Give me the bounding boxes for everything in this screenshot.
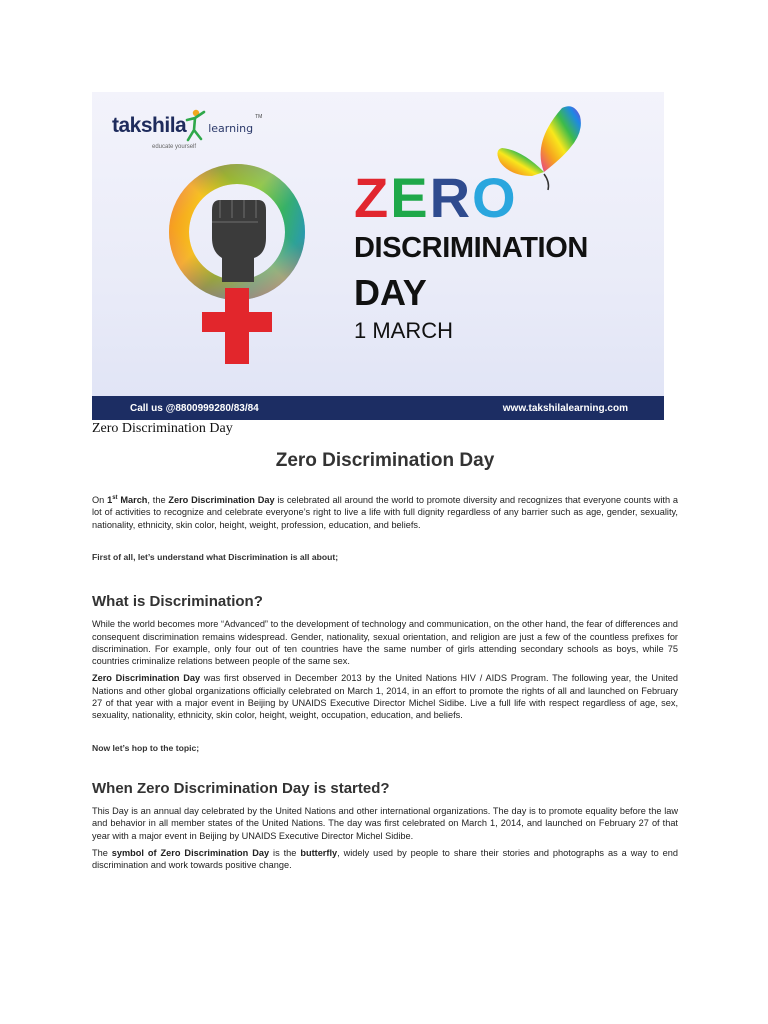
article-title: Zero Discrimination Day [275,450,495,471]
when-p2-bold2: butterfly [300,847,338,858]
intro-date-sup: st [112,495,118,501]
banner-call-text: Call us @8800999280/83/84 [130,402,259,414]
heading-what-is-discrimination: What is Discrimination? [92,593,263,611]
logo-main-text: takshila [112,114,187,137]
note-understand: First of all, let’s understand what Discrimination is all about; [92,551,339,562]
banner-contact-bar [92,396,664,420]
intro-text-c: is celebrated all around the world to promote diversity and recognizes that everyone counts with a lot of activities to recognize and celebrate everyone’s right to live a life with full dignity regardless of any barrier such as age, gender, sexuality, nationality, ethnicity, skin color, height, weight, profession, education, and beliefs. [92,495,679,530]
what-paragraph-2 [92,672,678,721]
banner-discrimination-text: DISCRIMINATION [354,232,588,264]
intro-text-b: , the [147,495,169,506]
intro-date-day: 1 [107,495,113,506]
hero-banner [92,92,664,420]
zero-letter-e: E [390,166,430,229]
intro-date-month: March [117,495,148,506]
banner-day-text: DAY [354,272,427,313]
intro-bold-name: Zero Discrimination Day [168,495,275,506]
when-p2-bold1: symbol of Zero Discrimination Day [111,847,270,858]
takshila-logo[interactable] [112,114,263,150]
banner-website-link[interactable]: www.takshilalearning.com [502,402,628,414]
when-paragraph-1: This Day is an annual day celebrated by the United Nations and other international organizations. The day is to promote equality before the law and behavior in all member states of the United Nations. The day was first celebrated on March 1, 2014, and launched on February 27 of that year with a major event in Beijing by UNAIDS Executive Director Michel Sidibe. [92,805,678,841]
when-p2-a: The [92,847,112,858]
intro-text-a: On [92,495,108,506]
zero-letter-z: Z [354,166,391,229]
when-p2-c: , widely used by people to share their stories and photographs as a way to end discrimination and work towards positive change. [92,847,678,871]
logo-sub-text: learning [208,122,254,135]
article-body [92,450,678,871]
zero-heading [354,166,518,229]
when-p2-b: is the [269,847,301,858]
intro-paragraph [92,492,678,531]
logo-tagline: educate yourself [152,144,197,150]
banner-date-text: 1 MARCH [354,318,454,343]
zero-letter-o: O [472,166,518,229]
when-paragraph-2 [92,847,678,872]
venus-fist-symbol-icon [162,162,312,372]
logo-figure-icon [184,108,206,142]
zero-letter-r: R [429,166,473,229]
logo-tm: TM [255,114,263,120]
what-p2-rest: was first observed in December 2013 by the United Nations HIV / AIDS Program. The following year, the United Nations and other global organizations officially celebrated on March 1, 2014, in an effort to promote the rights of all and launched on February 27 of that year with a major event in Beijing by UNAIDS Executive Director Michel Sidibe. Live a full life with respect regardless of age, sex, sexuality, nationality, ethnicity, skin color, height, weight, occupation, education, and beliefs. [92,673,678,721]
note-hop: Now let’s hop to the topic; [92,742,200,753]
heading-when-started: When Zero Discrimination Day is started? [92,779,390,797]
image-caption: Zero Discrimination Day [92,421,233,436]
what-paragraph-1: While the world becomes more “Advanced” to the development of technology and communication, on the other hand, the fear of differences and consequent discrimination remains widespread. Gender, nationality, sexual orientation, and religion are just a few of the countless prefixes for discrimination. For example, only four out of ten countries have the same number of girls attending secondary schools as boys, while 75 countries criminalize relations between people of the same sex. [92,619,678,667]
what-p2-bold: Zero Discrimination Day [92,673,201,684]
